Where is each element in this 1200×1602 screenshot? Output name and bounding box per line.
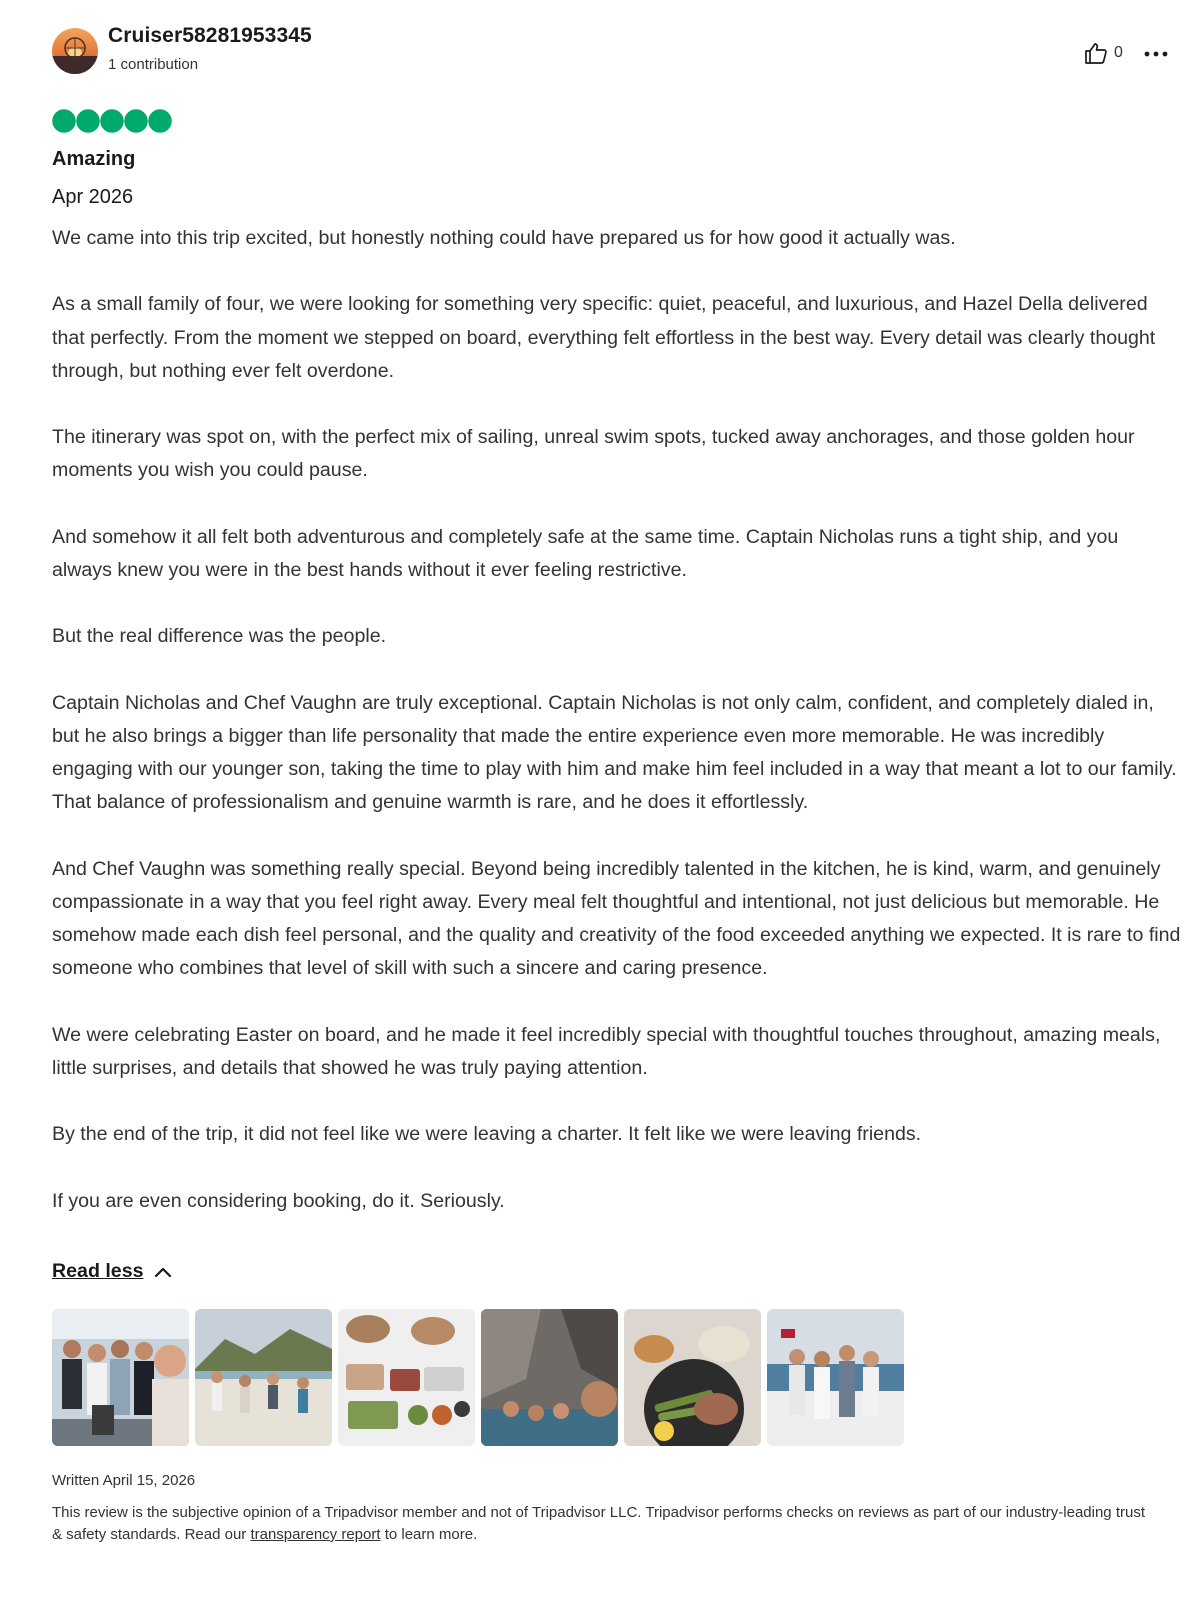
review-paragraph: By the end of the trip, it did not feel like we were leaving a charter. It felt like we were leaving friends. [52, 1123, 922, 1146]
more-options-button[interactable] [1142, 42, 1170, 66]
avatar-sunset-icon [52, 28, 98, 74]
review-disclaimer [52, 1502, 1152, 1546]
rating-bubbles-svg [52, 108, 174, 134]
review-paragraph: We came into this trip excited, but honestly nothing could have prepared us for how good it actually was. [52, 227, 956, 249]
rating-bubbles [52, 108, 174, 134]
read-less-label: Read less [52, 1260, 144, 1282]
thumbs-up-icon [1084, 42, 1108, 64]
transparency-report-link[interactable]: transparency report [250, 1526, 381, 1543]
cave-swim-photo[interactable] [481, 1309, 618, 1446]
rating-bubble [125, 110, 147, 132]
review-card [52, 24, 1182, 1543]
review-body [52, 222, 1182, 1218]
helpful-vote-button[interactable] [1084, 42, 1123, 64]
family-on-deck-photo[interactable] [767, 1309, 904, 1446]
review-paragraph: If you are even considering booking, do it. Seriously. [52, 1189, 505, 1212]
rating-bubble [77, 110, 99, 132]
disclaimer-text-end: to learn more. [380, 1526, 478, 1543]
avatar[interactable] [52, 28, 98, 74]
more-options-icon [1142, 42, 1170, 66]
reviewer-username[interactable]: Cruiser58281953345 [108, 24, 312, 47]
food-spread-photo[interactable] [338, 1309, 475, 1446]
helpful-count: 0 [1114, 44, 1123, 61]
rating-bubble [149, 110, 171, 132]
review-title: Amazing [52, 148, 136, 170]
review-paragraph: But the real difference was the people. [52, 625, 387, 648]
review-header [52, 24, 1182, 84]
rating-bubble [53, 110, 75, 132]
review-paragraph: Captain Nicholas and Chef Vaughn are truly exceptional. Captain Nicholas is not only calm, confident, and completely dialed in, but he also brings a bigger than life personality that made the entire experience even more memorable. He was incredibly engaging with our younger son, taking the time to play with him and make him feel included in a way that meant a lot to our family. That balance of professionalism and genuine warmth is rare, and he does it effortlessly. [52, 691, 1177, 814]
beach-photo[interactable] [195, 1309, 332, 1446]
rating-bubble [101, 110, 123, 132]
chevron-up-icon [154, 1266, 172, 1278]
group-on-boat-photo[interactable] [52, 1309, 189, 1446]
read-less-button[interactable] [52, 1260, 172, 1283]
review-photos [52, 1309, 904, 1446]
disclaimer-text: This review is the subjective opinion of a Tripadvisor member and not of Tripadvisor LLC. Tripadvisor performs checks on reviews as part of our industry-leading trust & safety standards. Read our [52, 1504, 1145, 1543]
review-paragraph: And Chef Vaughn was something really special. Beyond being incredibly talented in the kitchen, he is kind, warm, and genuinely compassionate in a way that you feel right away. Every meal felt thoughtful and intentional, not just delicious but memorable. He somehow made each dish feel personal, and the quality and creativity of the food exceeded anything we expected. It is rare to find someone who combines that level of skill with such a sincere and caring presence. [52, 857, 1181, 980]
trip-date: Apr 2026 [52, 186, 134, 208]
review-paragraph: As a small family of four, we were looking for something very specific: quiet, peaceful, and luxurious, and Hazel Della delivered that perfectly. From the moment we stepped on board, everything felt effortless in the best way. Every detail was clearly thought through, but nothing ever felt overdone. [52, 293, 1156, 382]
review-paragraph: And somehow it all felt both adventurous and completely safe at the same time. Captain Nicholas runs a tight ship, and you always knew you were in the best hands without it ever feeling restrictive. [52, 525, 1119, 581]
written-date: Written April 15, 2026 [52, 1472, 196, 1489]
review-paragraph: The itinerary was spot on, with the perfect mix of sailing, unreal swim spots, tucked away anchorages, and those golden hour moments you wish you could pause. [52, 426, 1135, 482]
review-paragraph: We were celebrating Easter on board, and he made it feel incredibly special with thoughtful touches throughout, amazing meals, little surprises, and details that showed he was truly paying attention. [52, 1023, 1161, 1079]
meal-plate-photo[interactable] [624, 1309, 761, 1446]
reviewer-contributions: 1 contribution [108, 56, 199, 73]
